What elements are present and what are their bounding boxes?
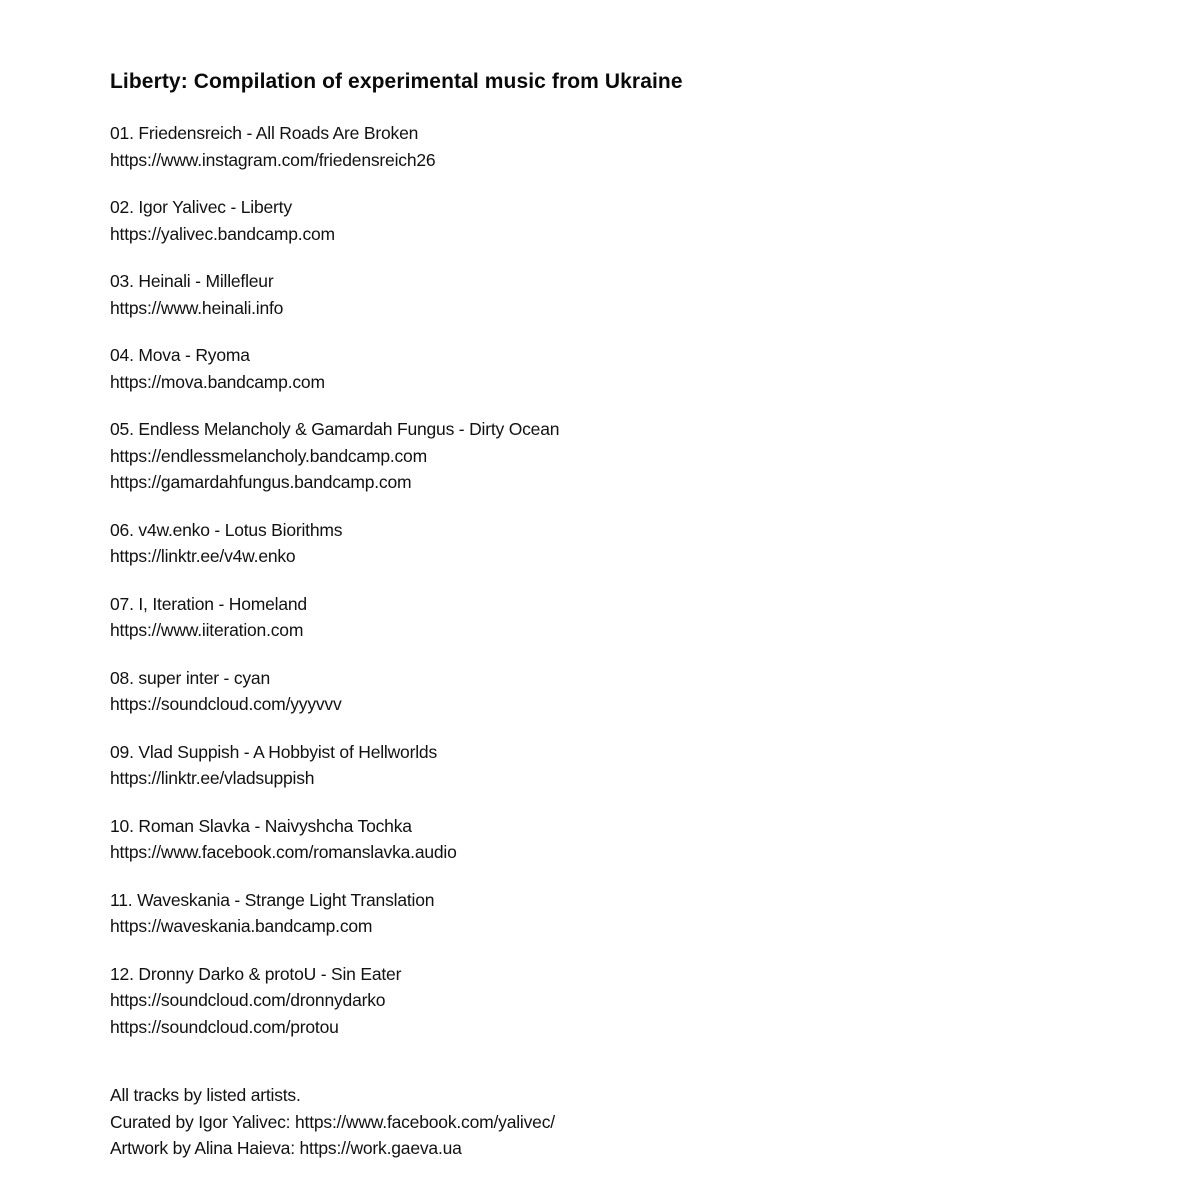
track-item <box>110 416 1120 496</box>
track-label: 02. Igor Yalivec - Liberty <box>110 197 292 217</box>
track-url: https://endlessmelancholy.bandcamp.com <box>110 445 427 466</box>
track-url: https://gamardahfungus.bandcamp.com <box>110 472 412 492</box>
track-label: 05. Endless Melancholy & Gamardah Fungus - Dirty Ocean <box>110 419 560 439</box>
track-item <box>110 887 1120 940</box>
track-url: https://linktr.ee/v4w.enko <box>110 546 296 566</box>
track-label: 09. Vlad Suppish - A Hobbyist of Hellworlds <box>110 741 437 762</box>
track-url: https://www.heinali.info <box>110 297 284 318</box>
track-url: https://soundcloud.com/protou <box>110 1016 339 1037</box>
track-label: 03. Heinali - Millefleur <box>110 271 274 291</box>
track-item <box>110 268 1120 321</box>
credit-line: Curated by Igor Yalivec: https://www.facebook.com/yalivec/ <box>110 1111 555 1132</box>
track-item <box>110 813 1120 866</box>
track-label: 06. v4w.enko - Lotus Biorithms <box>110 519 343 540</box>
track-label: 10. Roman Slavka - Naivyshcha Tochka <box>110 815 412 836</box>
track-url: https://www.facebook.com/romanslavka.audio <box>110 842 457 862</box>
track-url: https://mova.bandcamp.com <box>110 371 325 392</box>
track-label: 12. Dronny Darko & protoU - Sin Eater <box>110 963 402 984</box>
track-item <box>110 194 1120 247</box>
credits <box>110 1082 1120 1162</box>
track-url: https://www.iiteration.com <box>110 620 304 640</box>
track-label: 04. Mova - Ryoma <box>110 345 250 365</box>
page-title: Liberty: Compilation of experimental music from Ukraine <box>110 70 683 93</box>
track-label: 01. Friedensreich - All Roads Are Broken <box>110 123 419 143</box>
track-item <box>110 517 1120 570</box>
track-url: https://www.instagram.com/friedensreich26 <box>110 149 436 170</box>
credit-line: All tracks by listed artists. <box>110 1085 301 1105</box>
track-label: 08. super inter - cyan <box>110 667 270 688</box>
track-url: https://soundcloud.com/yyyvvv <box>110 694 342 714</box>
tracklist <box>110 120 1120 1040</box>
track-item <box>110 665 1120 718</box>
track-url: https://soundcloud.com/dronnydarko <box>110 990 386 1010</box>
track-item <box>110 120 1120 173</box>
track-url: https://waveskania.bandcamp.com <box>110 916 373 936</box>
track-label: 11. Waveskania - Strange Light Translation <box>110 889 435 910</box>
track-item <box>110 342 1120 395</box>
track-item <box>110 961 1120 1041</box>
track-label: 07. I, Iteration - Homeland <box>110 593 307 614</box>
track-item <box>110 591 1120 644</box>
track-item <box>110 739 1120 792</box>
credit-line: Artwork by Alina Haieva: https://work.gaeva.ua <box>110 1138 462 1158</box>
track-url: https://linktr.ee/vladsuppish <box>110 768 315 788</box>
track-url: https://yalivec.bandcamp.com <box>110 223 335 244</box>
